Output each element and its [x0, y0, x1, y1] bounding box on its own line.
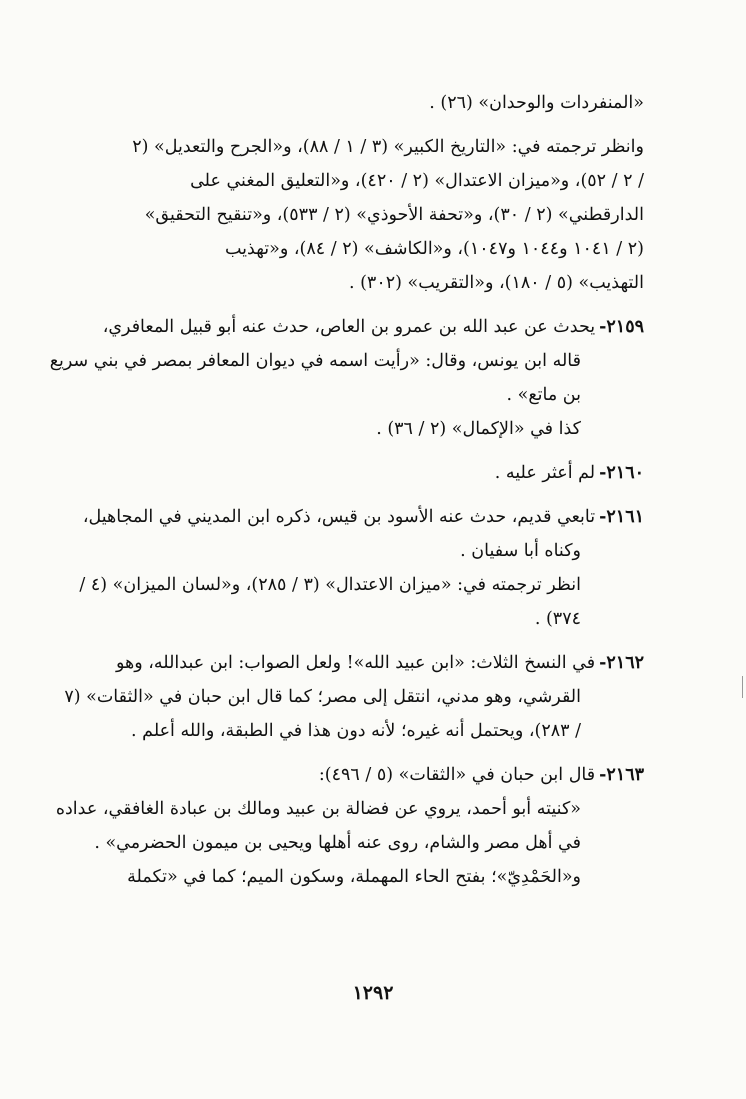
text-line: القرشي، وهو مدني، انتقل إلى مصر؛ كما قال ابن حبان في «الثقات» (٧	[64, 687, 581, 707]
entry-number: ٢١٦٣-	[599, 765, 644, 785]
text-line: و«الحَمْدِيّ»؛ بفتح الحاء المهملة، وسكون الميم؛ كما في «تكملة	[127, 867, 581, 887]
text-line: التهذيب» (٥ / ١٨٠)، و«التقريب» (٣٠٢) .	[348, 273, 644, 293]
entry-first-line: لم أعثر عليه .	[494, 463, 596, 483]
entry-first-line: يحدث عن عبد الله بن عمرو بن العاص، حدث عنه أبو قبيل المعافري،	[102, 317, 596, 337]
text-line: بن ماتع» .	[506, 385, 581, 405]
text-line: الدارقطني» (٢ / ٣٠)، و«تحفة الأحوذي» (٢ / ٥٣٣)، و«تنقيح التحقيق»	[144, 205, 644, 225]
entry-number: ٢١٥٩-	[599, 317, 644, 337]
page-number: ١٢٩٢	[352, 982, 394, 1004]
continuation-block-1	[70, 86, 644, 120]
text-line: «المنفردات والوحدان» (٢٦) .	[429, 93, 644, 113]
text-line: (٢ / ١٠٤١ و١٠٤٤ و١٠٤٧)، و«الكاشف» (٢ / ٨٤)، و«تهذيب	[224, 239, 644, 259]
scan-edge-mark	[742, 676, 743, 698]
entry-number: ٢١٦٢-	[599, 653, 644, 673]
text-line: وكناه أبا سفيان .	[460, 541, 581, 561]
entry-2161	[70, 500, 644, 636]
text-line: / ٢٨٣)، ويحتمل أنه غيره؛ لأنه دون هذا في الطبقة، والله أعلم .	[131, 721, 581, 741]
continuation-block-2	[70, 130, 644, 300]
text-line: وانظر ترجمته في: «التاريخ الكبير» (٣ / ١ / ٨٨)، و«الجرح والتعديل» (٢	[132, 137, 644, 157]
entry-first-line: تابعي قديم، حدث عنه الأسود بن قيس، ذكره ابن المديني في المجاهيل،	[82, 507, 596, 527]
text-line: كذا في «الإكمال» (٢ / ٣٦) .	[376, 419, 581, 439]
text-line: انظر ترجمته في: «ميزان الاعتدال» (٣ / ٢٨٥)، و«لسان الميزان» (٤ /	[79, 575, 581, 595]
entry-2159	[49, 310, 644, 446]
entry-first-line: في النسخ الثلاث: «ابن عبيد الله»! ولعل الصواب: ابن عبدالله، وهو	[115, 653, 596, 673]
entry-number: ٢١٦١-	[599, 507, 644, 527]
page-body	[49, 86, 644, 904]
entry-2163	[55, 758, 644, 894]
entry-2162	[64, 646, 644, 748]
text-line: في أهل مصر والشام، روى عنه أهلها ويحيى بن ميمون الحضرمي» .	[94, 833, 581, 853]
text-line: ٣٧٤) .	[534, 609, 581, 629]
text-line: قاله ابن يونس، وقال: «رأيت اسمه في ديوان المعافر بمصر في بني سريع	[49, 351, 581, 371]
text-line: / ٢ / ٥٢)، و«ميزان الاعتدال» (٢ / ٤٢٠)، و«التعليق المغني على	[190, 171, 644, 191]
entry-2160	[70, 456, 644, 490]
entry-number: ٢١٦٠-	[599, 463, 644, 483]
text-line: «كنيته أبو أحمد، يروي عن فضالة بن عبيد ومالك بن عبادة الغافقي، عداده	[55, 799, 581, 819]
entry-first-line: قال ابن حبان في «الثقات» (٥ / ٤٩٦):	[318, 765, 596, 785]
